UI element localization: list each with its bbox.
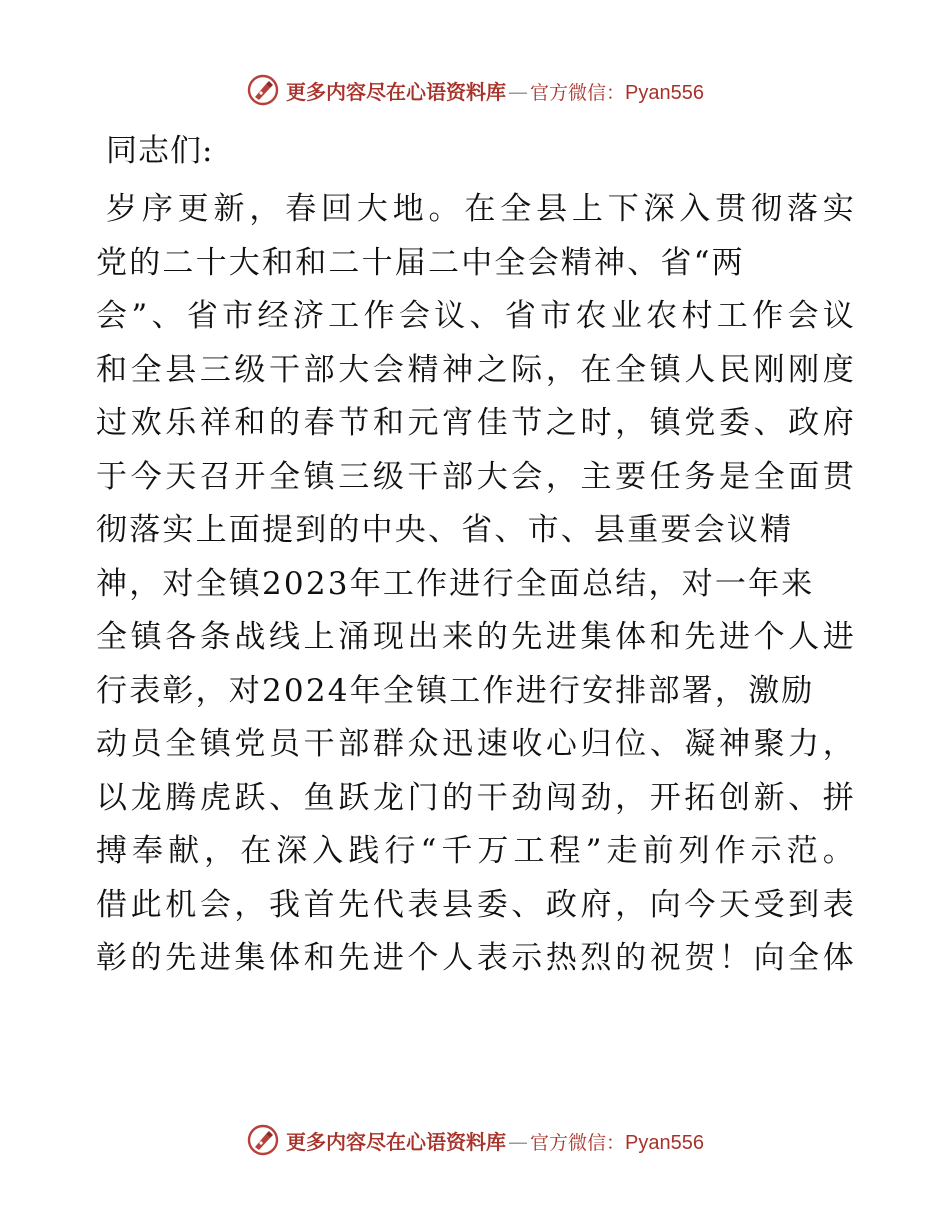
header-banner-wechat-id: Pyan556 xyxy=(625,81,704,104)
paragraph-line: 和全县三级干部大会精神之际，在全镇人民刚刚度 xyxy=(96,351,856,388)
paragraph-line: 彰的先进集体和先进个人表示热烈的祝贺！向全体 xyxy=(96,940,856,976)
paragraph-line: 动员全镇党员干部群众迅速收心归位、凝神聚力， xyxy=(96,726,856,762)
paragraph-line: 借此机会，我首先代表县委、政府，向今天受到表 xyxy=(96,886,856,923)
salutation: 同志们: xyxy=(106,133,214,169)
header-banner-dash: — xyxy=(508,79,528,104)
paragraph-line: 全镇各条战线上涌现出来的先进集体和先进个人进 xyxy=(96,619,856,655)
body-paragraph xyxy=(96,183,856,986)
footer-banner-wechat-id: Pyan556 xyxy=(625,1131,704,1154)
footer-banner-label: 官方微信： xyxy=(530,1131,626,1154)
paragraph-line: 行表彰，对2024年全镇工作进行安排部署，激励 xyxy=(96,672,815,709)
footer-watermark-banner xyxy=(0,1120,950,1160)
footer-banner-main: 更多内容尽在心语资料库 xyxy=(286,1129,506,1154)
paragraph-line: 党的二十大和和二十届二中全会精神、省“两 xyxy=(96,244,745,281)
paragraph-line: 彻落实上面提到的中央、省、市、县重要会议精 xyxy=(96,512,794,548)
paragraph-line: 于今天召开全镇三级干部大会，主要任务是全面贯 xyxy=(96,458,856,495)
paragraph-line: 神，对全镇2023年工作进行全面总结，对一年来 xyxy=(96,565,815,602)
header-banner-text xyxy=(286,76,704,105)
pen-nib-logo-icon xyxy=(246,73,280,107)
footer-banner-dash: — xyxy=(508,1129,528,1154)
document-body xyxy=(96,125,856,986)
pen-nib-logo-icon xyxy=(246,1123,280,1157)
header-watermark-banner xyxy=(0,70,950,110)
footer-banner-text xyxy=(286,1126,704,1155)
paragraph-line: 以龙腾虎跃、鱼跃龙门的干劲闯劲，开拓创新、拼 xyxy=(96,779,856,816)
header-banner-main: 更多内容尽在心语资料库 xyxy=(286,79,506,104)
paragraph-line: 会”、省市经济工作会议、省市农业农村工作会议 xyxy=(96,298,856,334)
paragraph-line: 搏奉献，在深入践行“千万工程”走前列作示范。 xyxy=(96,833,856,869)
header-banner-label: 官方微信： xyxy=(530,81,626,104)
paragraph-line: 过欢乐祥和的春节和元宵佳节之时，镇党委、政府 xyxy=(96,405,856,441)
paragraph-line: 岁序更新，春回大地。在全县上下深入贯彻落实 xyxy=(106,191,856,227)
